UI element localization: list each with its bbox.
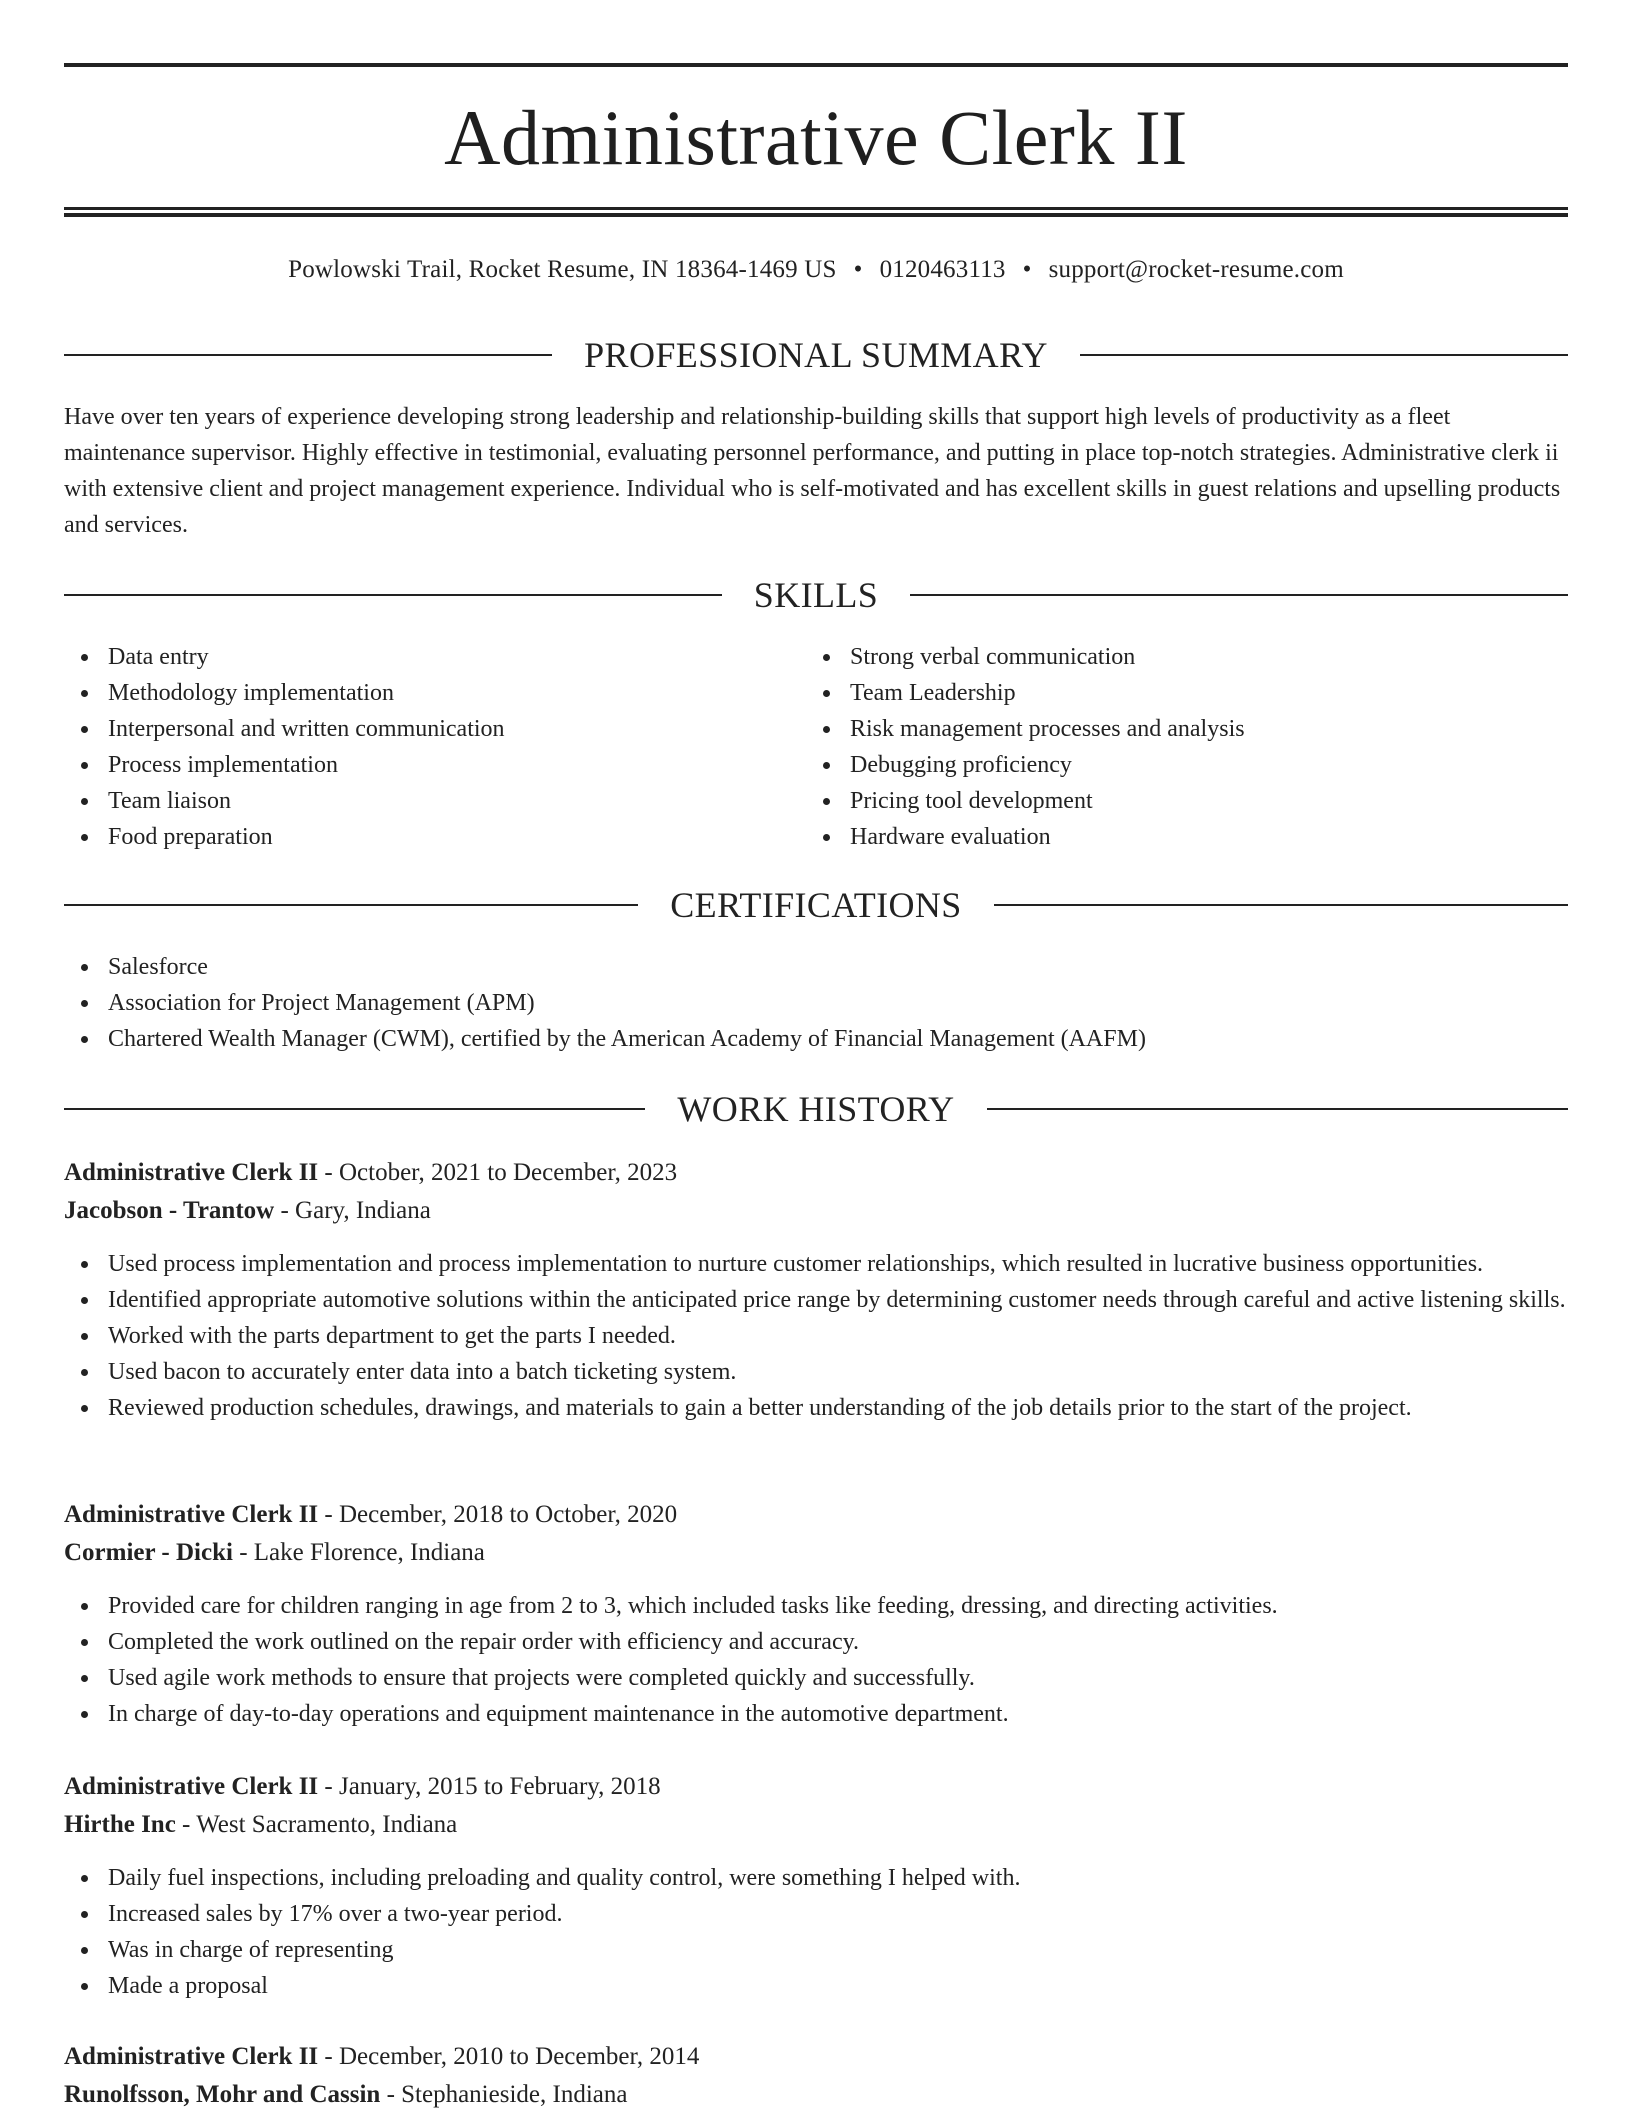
certifications-title: CERTIFICATIONS [670, 885, 962, 925]
job-location: Stephanieside, Indiana [401, 2081, 628, 2108]
job-bullets [64, 1588, 1568, 1732]
job-bullet: Used bacon to accurately enter data into a batch ticketing system. [64, 1354, 1568, 1390]
job-company: Runolfsson, Mohr and Cassin [64, 2081, 381, 2108]
skills-list-right [806, 639, 1566, 855]
job-bullet: Was in charge of representing [64, 1932, 1568, 1968]
job-company: Hirthe Inc [64, 1811, 176, 1838]
skill-item: Team Leadership [806, 675, 1566, 711]
job-bullet: Made a proposal [64, 1968, 1568, 2004]
summary-text: Have over ten years of experience developing strong leadership and relationship-building skills that support high levels of productivity as a fleet maintenance supervisor. Highly effective in testimonial, evaluating personnel performance, and putting in place top-notch strategies. Administrative clerk ii with extensive client and project management experience. Individual who is self-motivated and has excellent skills in guest relations and upselling products and services. [64, 404, 1561, 538]
skill-item: Interpersonal and written communication [64, 711, 804, 747]
job-dash: - [324, 1501, 333, 1528]
certifications-heading [64, 883, 1568, 927]
job-dash: - [182, 1811, 191, 1838]
job-dash: - [239, 1539, 248, 1566]
job-entry [64, 1496, 1568, 1732]
skill-item: Data entry [64, 639, 804, 675]
skill-item: Debugging proficiency [806, 747, 1566, 783]
job-bullets [64, 1860, 1568, 2004]
job-location: Gary, Indiana [295, 1197, 431, 1224]
job-title: Administrative Clerk II [64, 1773, 319, 1800]
job-bullets [64, 1246, 1568, 1426]
skill-item: Process implementation [64, 747, 804, 783]
summary-heading [64, 333, 1568, 377]
job-title: Administrative Clerk II [64, 2043, 319, 2070]
resume-name: Administrative Clerk II [444, 94, 1188, 181]
skill-item: Hardware evaluation [806, 819, 1566, 855]
job-location: West Sacramento, Indiana [196, 1811, 458, 1838]
job-dates: October, 2021 to December, 2023 [338, 1159, 678, 1186]
job-dash: - [324, 2043, 333, 2070]
job-bullet: Worked with the parts department to get the parts I needed. [64, 1318, 1568, 1354]
summary-title: PROFESSIONAL SUMMARY [584, 335, 1048, 375]
contact-address: Powlowski Trail, Rocket Resume, IN 18364-1469 US [288, 256, 837, 283]
job-dash: - [386, 2081, 395, 2108]
job-dates: December, 2018 to October, 2020 [338, 1501, 678, 1528]
job-bullet: Provided care for children ranging in age from 2 to 3, which included tasks like feeding, dressing, and directing activities. [64, 1588, 1568, 1624]
job-company-line [64, 1192, 1568, 1230]
job-bullet: Identified appropriate automotive solutions within the anticipated price range by determining customer needs through careful and active listening skills. [64, 1282, 1568, 1318]
work-history-title: WORK HISTORY [677, 1089, 955, 1129]
job-title-line [64, 1154, 1568, 1192]
job-bullet: Completed the work outlined on the repair order with efficiency and accuracy. [64, 1624, 1568, 1660]
skill-item: Team liaison [64, 783, 804, 819]
skills-title: SKILLS [753, 575, 879, 615]
certification-item: Chartered Wealth Manager (CWM), certified by the American Academy of Financial Management (AAFM) [64, 1021, 1568, 1057]
skill-item: Risk management processes and analysis [806, 711, 1566, 747]
heading-rule-right [1080, 354, 1568, 356]
job-company-line [64, 2076, 1568, 2114]
job-dash: - [280, 1197, 289, 1224]
double-rule [64, 207, 1568, 217]
skills-list-left [64, 639, 804, 855]
contact-phone: 0120463113 [879, 256, 1006, 283]
top-rule [64, 63, 1568, 67]
job-company: Jacobson - Trantow [64, 1197, 275, 1224]
job-title-line [64, 1496, 1568, 1534]
job-company-line [64, 1534, 1568, 1572]
certification-item: Salesforce [64, 949, 1568, 985]
job-entry [64, 1768, 1568, 2004]
heading-rule-right [994, 904, 1568, 906]
job-bullet: Daily fuel inspections, including preloading and quality control, were something I helped with. [64, 1860, 1568, 1896]
job-dates: January, 2015 to February, 2018 [338, 1773, 661, 1800]
heading-rule-right [987, 1108, 1568, 1110]
job-bullet: Reviewed production schedules, drawings, and materials to gain a better understanding of the job details prior to the start of the project. [64, 1390, 1568, 1426]
job-dash: - [324, 1159, 333, 1186]
certifications-list [64, 949, 1568, 1057]
contact-separator: • [1022, 256, 1032, 283]
heading-rule-left [64, 904, 638, 906]
job-bullet: Increased sales by 17% over a two-year period. [64, 1896, 1568, 1932]
job-title-line [64, 2038, 1568, 2076]
skill-item: Food preparation [64, 819, 804, 855]
job-entry [64, 1154, 1568, 1426]
certification-item: Association for Project Management (APM) [64, 985, 1568, 1021]
heading-rule-left [64, 354, 552, 356]
job-dates: December, 2010 to December, 2014 [338, 2043, 700, 2070]
heading-rule-left [64, 594, 722, 596]
job-entry [64, 2038, 1568, 2114]
skill-item: Methodology implementation [64, 675, 804, 711]
job-bullet: In charge of day-to-day operations and equipment maintenance in the automotive department. [64, 1696, 1568, 1732]
job-title-line [64, 1768, 1568, 1806]
skill-item: Pricing tool development [806, 783, 1566, 819]
heading-rule-right [910, 594, 1568, 596]
contact-separator: • [853, 256, 863, 283]
work-history-heading [64, 1087, 1568, 1131]
heading-rule-left [64, 1108, 645, 1110]
contact-line [64, 252, 1568, 288]
job-location: Lake Florence, Indiana [253, 1539, 485, 1566]
skill-item: Strong verbal communication [806, 639, 1566, 675]
job-title: Administrative Clerk II [64, 1159, 319, 1186]
job-title: Administrative Clerk II [64, 1501, 319, 1528]
skills-heading [64, 573, 1568, 617]
job-bullet: Used agile work methods to ensure that projects were completed quickly and successfully. [64, 1660, 1568, 1696]
job-company: Cormier - Dicki [64, 1539, 233, 1566]
job-company-line [64, 1806, 1568, 1844]
job-bullet: Used process implementation and process implementation to nurture customer relationships, which resulted in lucrative business opportunities. [64, 1246, 1568, 1282]
job-dash: - [324, 1773, 333, 1800]
contact-email[interactable]: support@rocket-resume.com [1048, 256, 1344, 283]
